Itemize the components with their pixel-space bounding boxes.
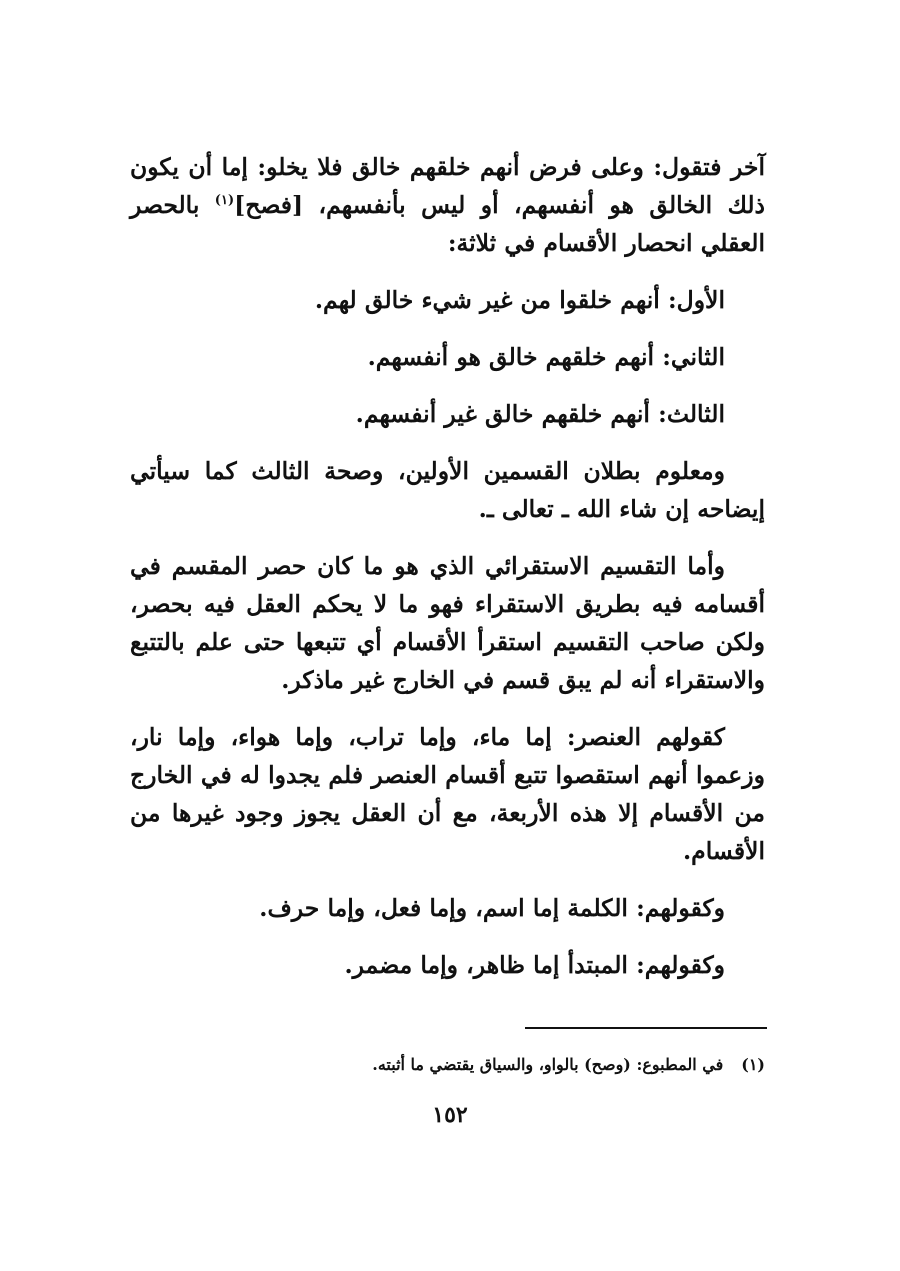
example-subject-types: وكقولهم: المبتدأ إما ظاهر، وإما مضمر. [344, 951, 725, 979]
division-item-first: الأول: أنهم خلقوا من غير شيء خالق لهم. [314, 286, 725, 314]
footnote-reference[interactable]: (١) [214, 193, 235, 209]
footnote-divider [525, 1027, 767, 1029]
main-text [130, 148, 765, 1003]
paragraph-intro [130, 148, 765, 262]
paragraph-inductive-division: وأما التقسيم الاستقرائي الذي هو ما كان حصر المقسم في أقسامه فيه بطريق الاستقراء فهو ما لا يحكم العقل فيه بحصر، ولكن صاحب التقسيم استقرأ الأقسام أي تتبعها حتى علم بالتتبع والاستقراء أنه لم يبق قسم في الخارج غير ماذكر. [130, 552, 765, 694]
footnote [130, 1052, 765, 1078]
footnote-text: في المطبوع: (وصح) بالواو، والسياق يقتضي ما أثبته. [372, 1055, 724, 1074]
division-item-second: الثاني: أنهم خلقهم خالق هو أنفسهم. [367, 343, 725, 371]
example-word-types: وكقولهم: الكلمة إما اسم، وإما فعل، وإما حرف. [259, 894, 725, 922]
paragraph-conclusion: ومعلوم بطلان القسمين الأولين، وصحة الثالث كما سيأتي إيضاحه إن شاء الله ـ تعالى ـ. [130, 457, 765, 523]
page-number: ١٥٢ [432, 1102, 468, 1128]
paragraph-intro-text: آخر فتقول: وعلى فرض أنهم خلقهم خالق فلا يخلو: إما أن يكون ذلك الخالق هو أنفسهم، أو ليس بأنفسهم، [فصح] [130, 153, 765, 219]
paragraph-intro-continuation: بالحصر العقلي انحصار الأقسام في ثلاثة: [130, 191, 765, 257]
division-item-third: الثالث: أنهم خلقهم خالق غير أنفسهم. [355, 400, 725, 428]
paragraph-elements-example: كقولهم العنصر: إما ماء، وإما تراب، وإما هواء، وإما نار، وزعموا أنهم استقصوا تتبع أقسام العنصر فلم يجدوا له في الخارج من الأقسام إلا هذه الأربعة، مع أن العقل يجوز وجود غيرها من الأقسام. [130, 723, 765, 865]
footnote-number: (١) [741, 1055, 765, 1074]
